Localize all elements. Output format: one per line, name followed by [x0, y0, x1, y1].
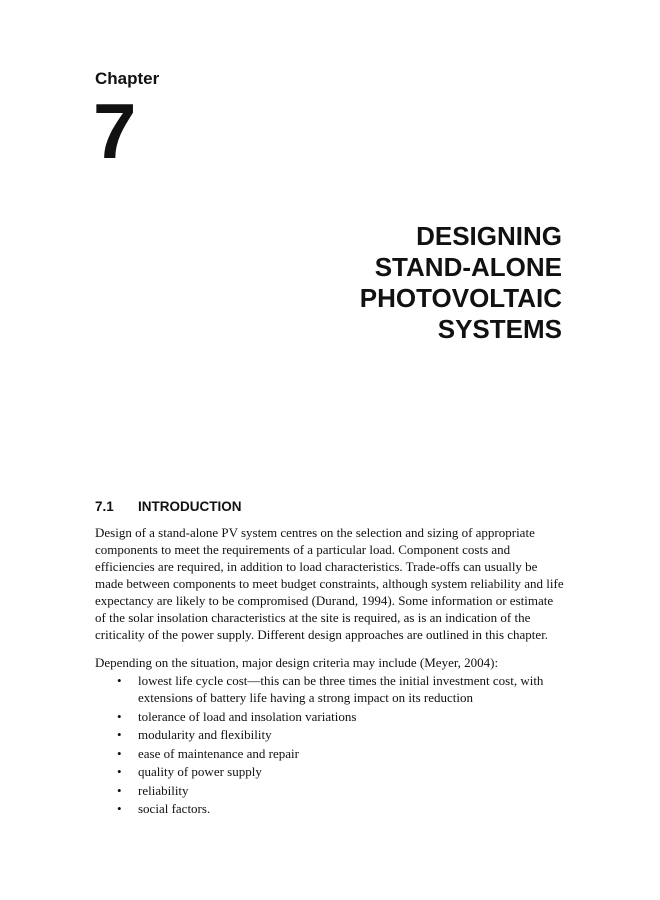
- chapter-title-line: PHOTOVOLTAIC: [359, 283, 562, 313]
- chapter-label: Chapter: [95, 69, 160, 88]
- list-item-text: tolerance of load and insolation variations: [138, 708, 357, 724]
- list-item-text: lowest life cycle cost—this can be three times the initial investment cost, with extensions of battery life having a strong impact on its reduction: [138, 673, 544, 705]
- criteria-intro-paragraph: Depending on the situation, major design criteria may include (Meyer, 2004):: [95, 655, 499, 670]
- list-item-text: quality of power supply: [138, 764, 262, 779]
- chapter-title-line: DESIGNING: [416, 221, 562, 251]
- list-item: [95, 708, 565, 725]
- bullet-icon: •: [117, 745, 122, 761]
- section-number: 7.1: [95, 499, 114, 514]
- design-criteria-list: [95, 672, 565, 819]
- bullet-icon: •: [117, 801, 122, 816]
- list-item-text: social factors.: [138, 801, 211, 816]
- bullet-icon: •: [117, 782, 122, 798]
- section-heading: [95, 499, 242, 514]
- list-item: [95, 782, 565, 799]
- list-item: [95, 726, 565, 743]
- chapter-title: [360, 221, 562, 345]
- bullet-icon: •: [117, 727, 122, 742]
- bullet-icon: •: [117, 673, 122, 688]
- list-item: [95, 745, 565, 762]
- list-item: [95, 800, 565, 817]
- list-item: [95, 763, 565, 780]
- list-item: [95, 672, 565, 706]
- list-item-text: reliability: [138, 782, 189, 798]
- chapter-title-line: STAND-ALONE: [374, 252, 562, 282]
- chapter-number: 7: [93, 87, 137, 175]
- list-item-text: ease of maintenance and repair: [138, 745, 299, 761]
- intro-paragraph: Design of a stand-alone PV system centres on the selection and sizing of appropriate components to meet the requirements of a particular load. Component costs and efficiencies are required, in addition to load characteristics. Trade-offs can usually be made between components to meet budget constraints, although system reliability and life expectancy are likely to be compromised (Durand, 1994). Some information or estimate of the solar insolation characteristics at the site is required, as is an indication of the criticality of the power supply. Different design approaches are outlined in this chapter.: [95, 525, 564, 642]
- list-item-text: modularity and flexibility: [138, 727, 272, 742]
- chapter-title-line: SYSTEMS: [437, 314, 562, 344]
- section-title: INTRODUCTION: [138, 499, 242, 514]
- bullet-icon: •: [117, 708, 122, 724]
- bullet-icon: •: [117, 764, 122, 779]
